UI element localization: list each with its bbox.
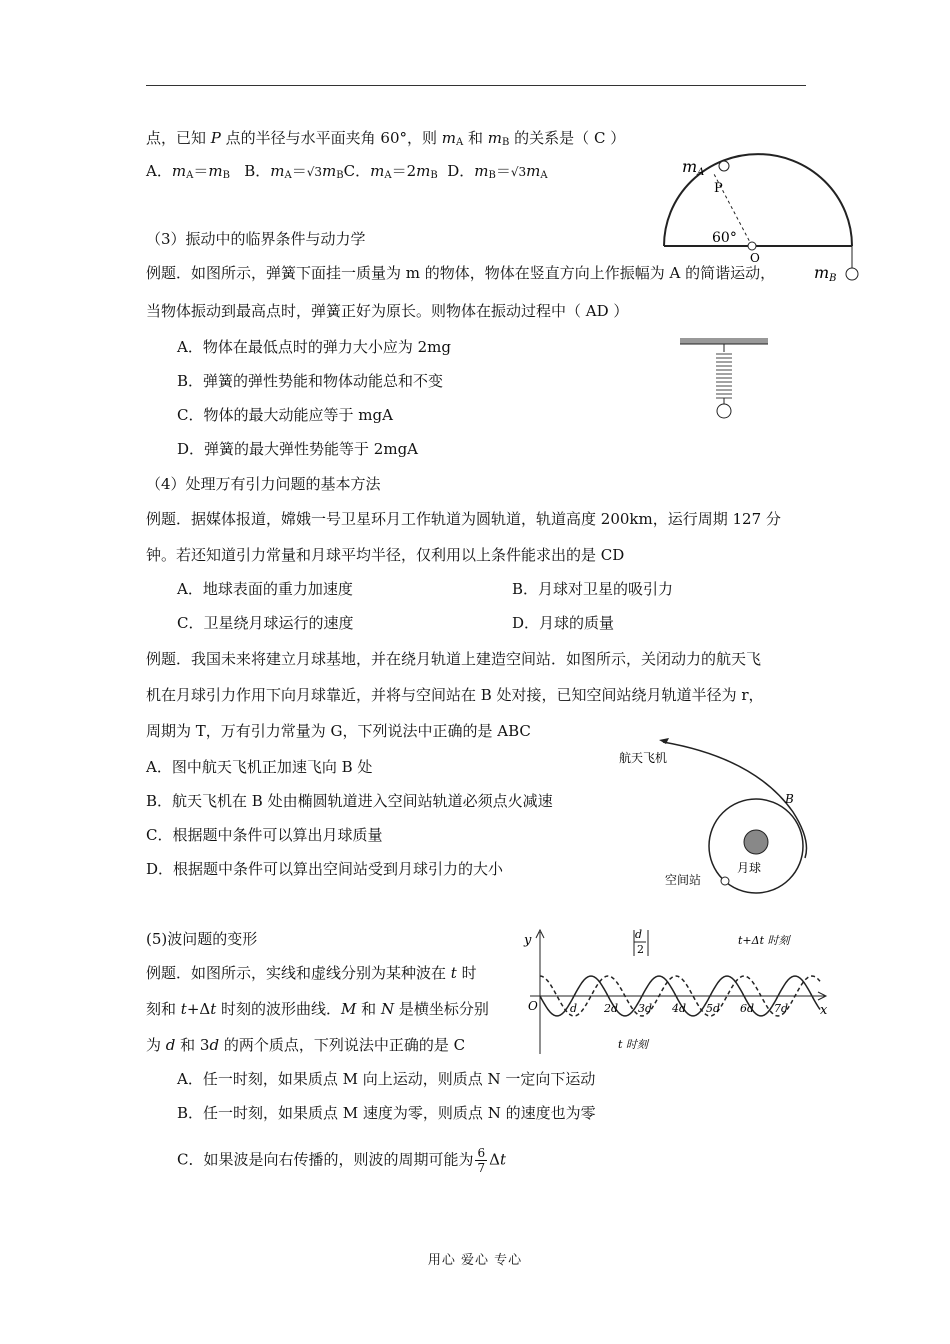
x-axis-label: x: [820, 1003, 828, 1018]
t-dt-label: t+Δt 时刻: [738, 934, 790, 947]
x-tick-label: 4d: [672, 1002, 687, 1015]
s3-heading: （3）振动中的临界条件与动力学: [146, 230, 366, 248]
y-axis-label: y: [524, 933, 532, 948]
x-tick-label: 6d: [740, 1002, 755, 1015]
spring-figure: [676, 336, 772, 422]
x-tick-label: 5d: [706, 1002, 721, 1015]
s4-ex2-option-b: B．航天飞机在 B 处由椭圆轨道进入空间站轨道必须点火减速: [146, 792, 553, 810]
s4-option-c: C．卫星绕月球运行的速度: [177, 614, 354, 632]
s4-stem2: 钟。若还知道引力常量和月球平均半径，仅利用以上条件能求出的是 CD: [146, 546, 625, 564]
moon-label: 月球: [737, 861, 762, 875]
s3-stem2: 当物体振动到最高点时，弹簧正好为原长。则物体在振动过程中（ AD ）: [146, 302, 629, 320]
mb-label: mB: [814, 263, 837, 284]
header-rule: [146, 85, 806, 86]
q1-stem: 点，已知 P 点的半径与水平面夹角 60°，则 $m_A$ 和 $m_B$ 的关系是（ C ）: [146, 129, 626, 148]
x-tick-label: d: [570, 1002, 578, 1015]
origin-label: O: [528, 999, 538, 1013]
orbit-figure: [615, 728, 825, 900]
p-label: P: [714, 181, 723, 196]
s5-stem3: 为 d 和 3d 的两个质点，下列说法中正确的是 C: [146, 1036, 466, 1054]
s4-ex2-stem3: 周期为 T，万有引力常量为 G，下列说法中正确的是 ABC: [146, 722, 531, 740]
b-label: B: [785, 792, 794, 806]
s5-stem1: 例题．如图所示，实线和虚线分别为某种波在 t 时: [146, 964, 477, 982]
d-label: d: [635, 928, 643, 941]
x-tick-label: 2d: [604, 1002, 619, 1015]
s5-option-b: B．任一时刻，如果质点 M 速度为零，则质点 N 的速度也为零: [177, 1104, 596, 1122]
s4-ex2-stem1: 例题．我国未来将建立月球基地，并在绕月轨道上建造空间站．如图所示，关闭动力的航天飞: [146, 650, 762, 668]
q1-answer: C: [593, 129, 606, 147]
s3-option-a: A．物体在最低点时的弹力大小应为 2mg: [177, 338, 451, 356]
q1-options: A．$m_A=m_B$ B．$m_A=√3m_BC$．$m_A=2m_B$ D．$m_B=√3m_A$: [146, 162, 548, 181]
two-label: 2: [637, 943, 644, 956]
s4-ex2-stem2: 机在月球引力作用下向月球靠近，并将与空间站在 B 处对接，已知空间站绕月轨道半径为 r，: [146, 686, 764, 704]
s5-option-a: A．任一时刻，如果质点 M 向上运动，则质点 N 一定向下运动: [177, 1070, 596, 1088]
s3-option-b: B．弹簧的弹性势能和物体动能总和不变: [177, 372, 444, 390]
x-tick-label: 3d: [638, 1002, 653, 1015]
fraction: $\frac{6}{7}$: [477, 1146, 486, 1175]
wave-figure: [516, 922, 836, 1057]
s4-option-b: B．月球对卫星的吸引力: [512, 580, 674, 598]
s5-heading: (5)波问题的变形: [146, 930, 258, 948]
s3-option-d: D．弹簧的最大弹性势能等于 2mgA: [177, 440, 418, 458]
s4-ex2-option-c: C．根据题中条件可以算出月球质量: [146, 826, 383, 844]
s4-option-d: D．月球的质量: [512, 614, 615, 632]
s4-ex2-option-d: D．根据题中条件可以算出空间站受到月球引力的大小: [146, 860, 504, 878]
s4-heading: （4）处理万有引力问题的基本方法: [146, 475, 381, 493]
s4-stem1: 例题．据媒体报道，嫦娥一号卫星环月工作轨道为圆轨道，轨道高度 200km，运行周期 127 分: [146, 510, 781, 528]
t-label: t 时刻: [618, 1038, 648, 1051]
angle-label: 60°: [712, 230, 737, 246]
x-tick-label: 7d: [774, 1002, 789, 1015]
o-label: O: [750, 251, 760, 265]
s5-option-c: C．如果波是向右传播的，则波的周期可能为 $\frac{6}{7}$ Δt: [177, 1146, 506, 1175]
station-label: 空间站: [665, 873, 702, 887]
s3-stem1: 例题．如图所示，弹簧下面挂一质量为 m 的物体，物体在竖直方向上作振幅为 A 的简谐运动，: [146, 264, 776, 282]
s3-option-c: C．物体的最大动能应等于 mgA: [177, 406, 393, 424]
ma-label: mA: [682, 157, 705, 178]
s5-stem2: 刻和 t+Δt 时刻的波形曲线．M 和 N 是横坐标分别: [146, 1000, 489, 1018]
s4-option-a: A．地球表面的重力加速度: [177, 580, 353, 598]
footer: 用心 爱心 专心: [427, 1253, 523, 1268]
s4-ex2-option-a: A．图中航天飞机正加速飞向 B 处: [146, 758, 373, 776]
shuttle-label: 航天飞机: [619, 751, 668, 765]
